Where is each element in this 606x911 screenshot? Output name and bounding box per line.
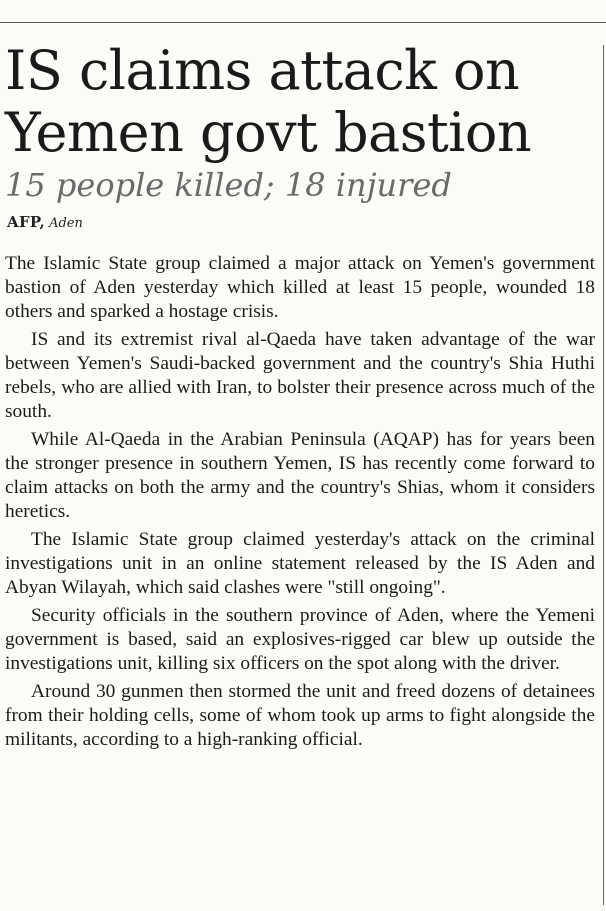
top-rule	[0, 22, 606, 23]
headline-line-1: IS claims attack on	[5, 39, 520, 102]
byline	[5, 212, 595, 234]
column-rule	[603, 45, 604, 905]
headline	[5, 40, 595, 164]
subheadline: 15 people killed; 18 injured	[5, 166, 452, 204]
paragraph-2: IS and its extremist rival al-Qaeda have taken advantage of the war between Yemen's Saudi-backed government and the country's Shia Huthi rebels, who are allied with Iran, to bolster their presence across much of the south.	[5, 329, 595, 422]
headline-line-2: Yemen govt bastion	[5, 101, 532, 164]
paragraph-3: While Al-Qaeda in the Arabian Peninsula (AQAP) has for years been the stronger presence in southern Yemen, IS has recently come forward to claim attacks on both the army and the country's Shias, whom it considers heretics.	[5, 429, 595, 522]
byline-agency: AFP,	[7, 213, 46, 231]
paragraph-4: The Islamic State group claimed yesterday's attack on the criminal investigations unit in an online statement released by the IS Aden and Abyan Wilayah, which said clashes were "still ongoing".	[5, 529, 595, 598]
paragraph-1: The Islamic State group claimed a major attack on Yemen's government bastion of Aden yesterday which killed at least 15 people, wounded 18 others and sparked a hostage crisis.	[5, 253, 595, 322]
paragraph-5: Security officials in the southern province of Aden, where the Yemeni government is based, said an explosives-rigged car blew up outside the investigations unit, killing six officers on the spot along with the driver.	[5, 605, 595, 674]
byline-dateline: Aden	[49, 216, 83, 231]
paragraph-6: Around 30 gunmen then stormed the unit and freed dozens of detainees from their holding cells, some of whom took up arms to fight alongside the militants, according to a high-ranking official.	[5, 681, 595, 750]
article-body	[5, 252, 595, 752]
news-article	[5, 40, 595, 756]
